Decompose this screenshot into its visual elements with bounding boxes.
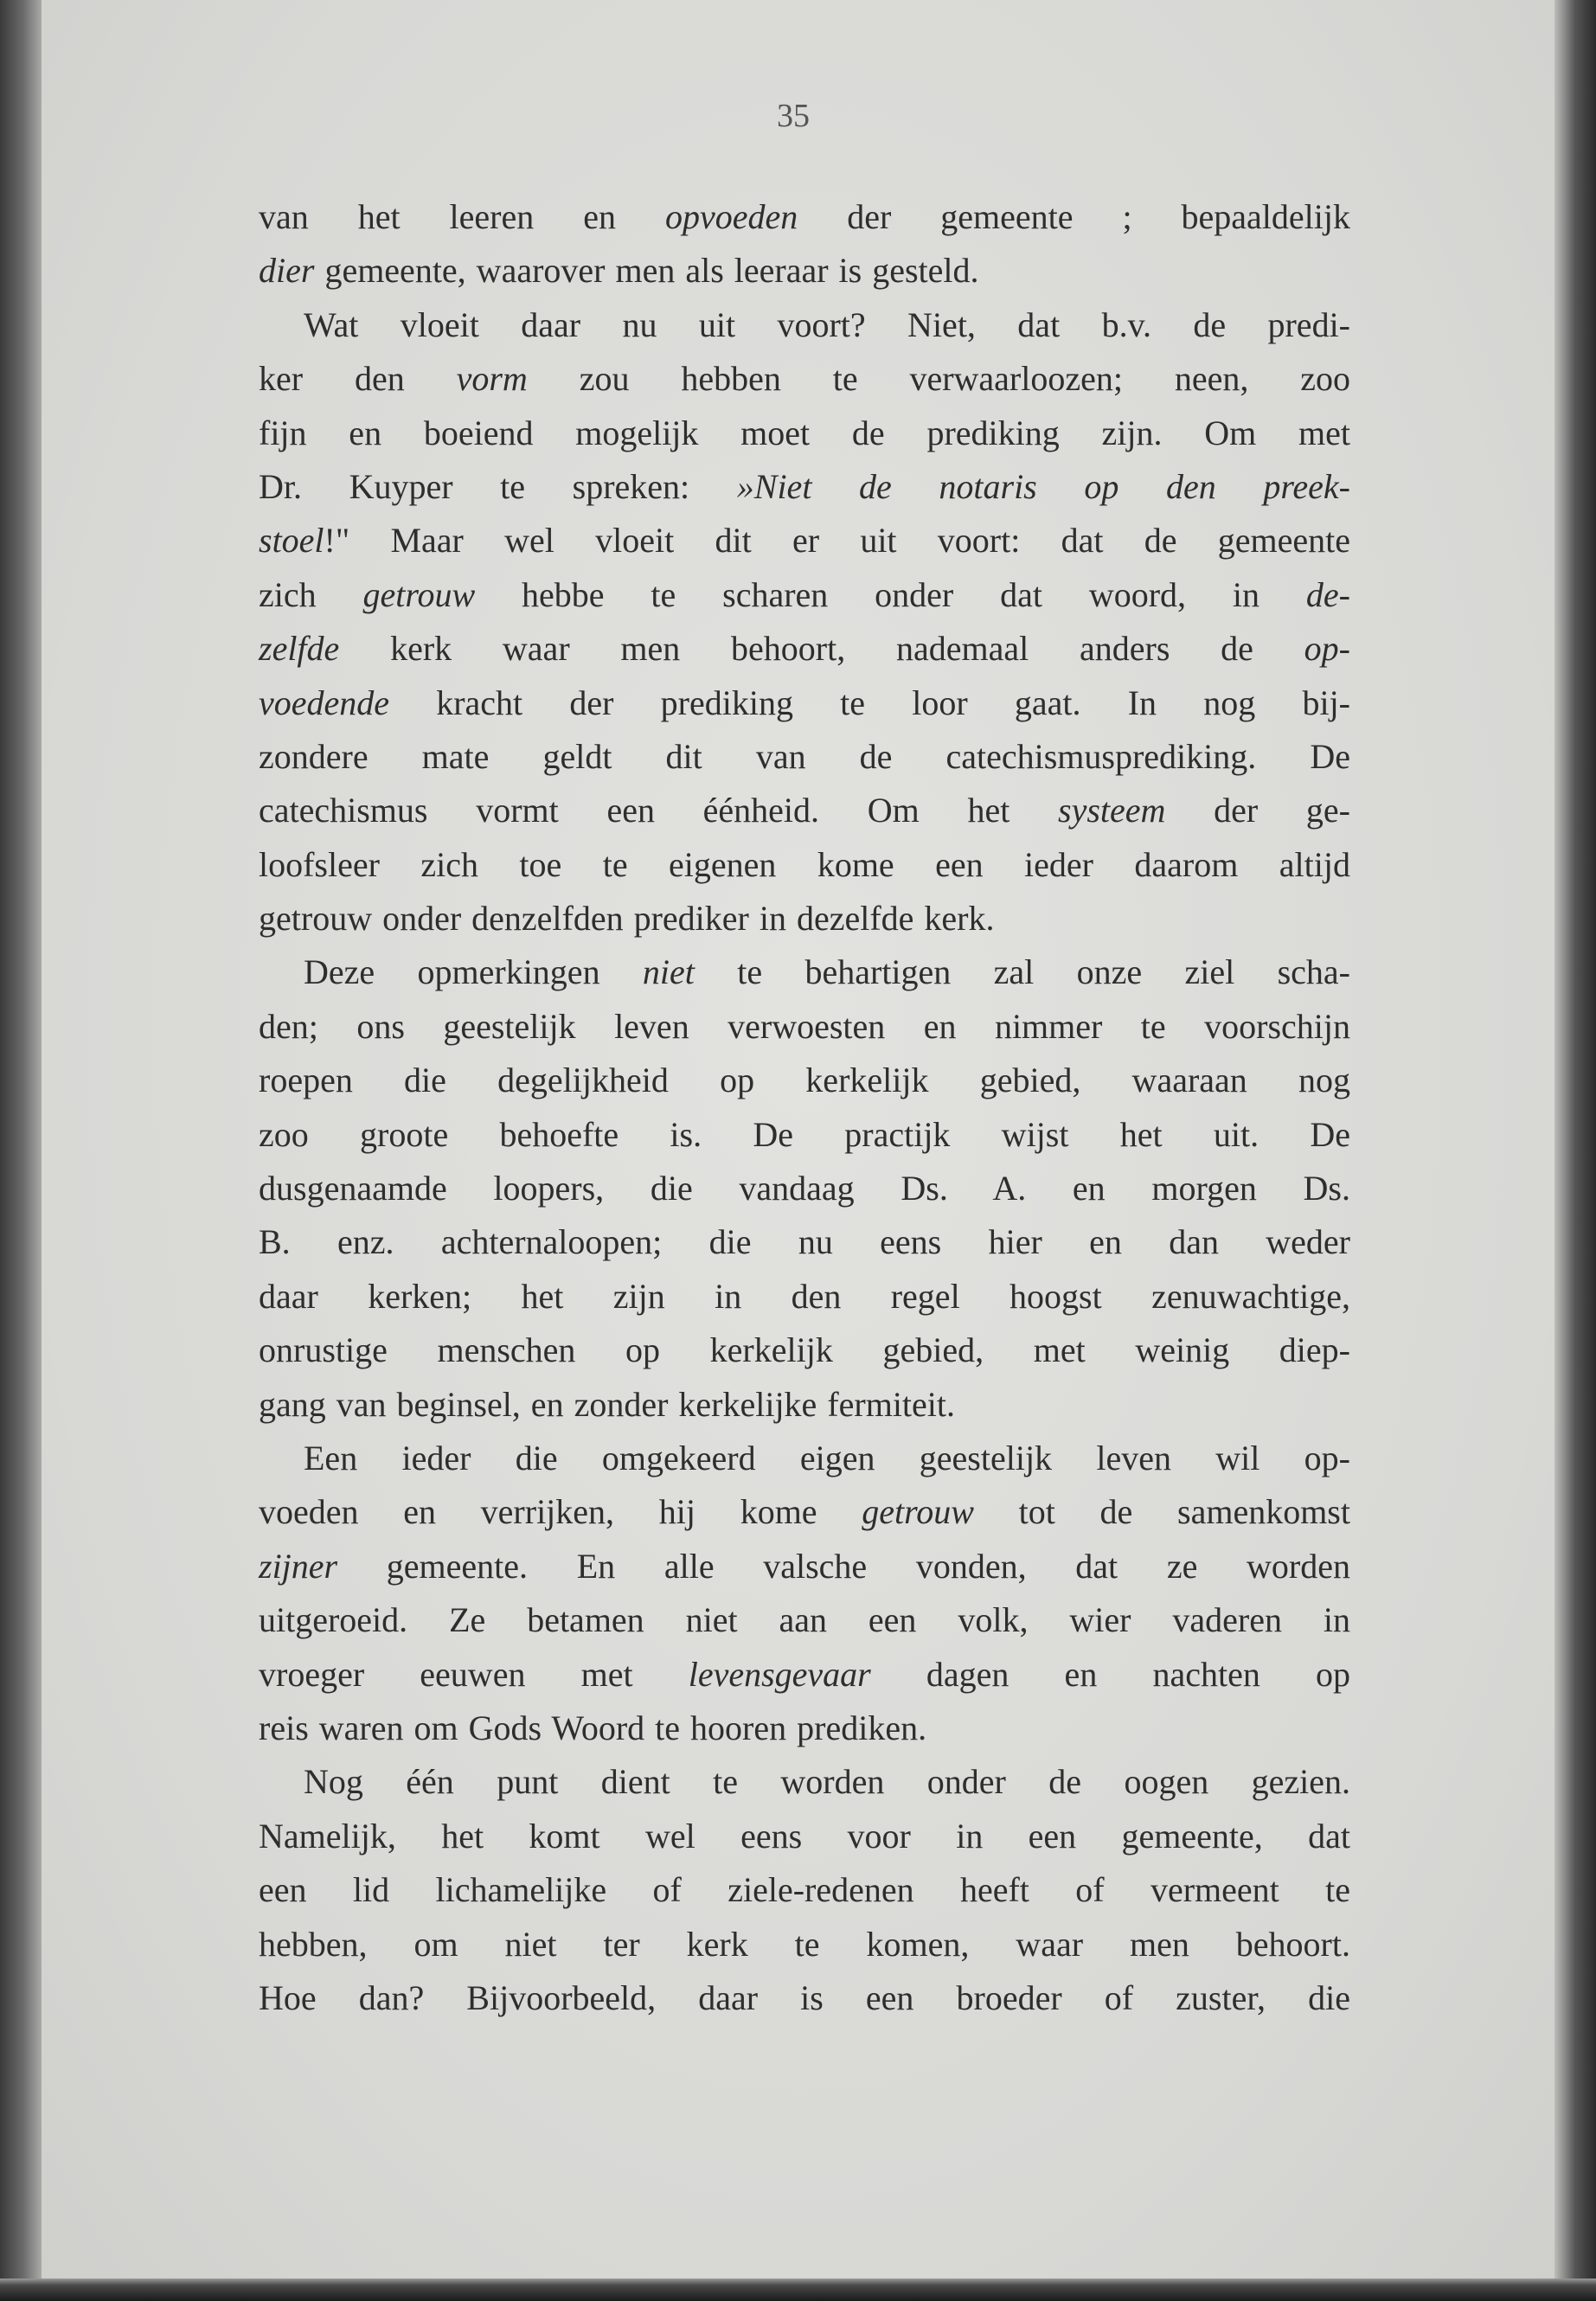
text-run: een lid lichamelijke of ziele-redenen heeft of vermeent te [259,1870,1350,1910]
italic-text: levensgevaar [688,1654,871,1694]
text-run: loofsleer zich toe te eigenen kome een ieder daarom altijd [259,844,1350,884]
text-line [259,892,1350,945]
text-run: getrouw onder denzelfden prediker in dezelfde kerk. [259,899,995,939]
text-run: gemeente. En alle valsche vonden, dat ze worden [337,1546,1350,1586]
text-run: reis waren om Gods Woord te hooren prediken. [259,1708,927,1747]
text-line [259,1485,1350,1539]
scan-left-edge [0,0,42,2301]
text-line [259,676,1350,730]
text-run: B. enz. achternaloopen; die nu eens hier en dan weder [259,1222,1350,1262]
text-run: dusgenaamde loopers, die vandaag Ds. A. en morgen Ds. [259,1169,1350,1208]
text-line [259,1162,1350,1215]
text-line [259,1918,1350,1971]
text-line [259,1810,1350,1863]
text-line [259,1270,1350,1324]
text-run: kerk waar men behoort, nademaal anders de [339,629,1304,669]
text-run: catechismus vormt een éénheid. Om het [259,791,1059,830]
text-line [259,1648,1350,1702]
body-text [259,190,1350,2025]
text-run: der gemeente ; bepaaldelijk [798,197,1350,236]
text-line [259,1432,1350,1485]
text-run: hebben, om niet ter kerk te komen, waar men behoort. [259,1924,1350,1964]
text-run: gang van beginsel, en zonder kerkelijke fermiteit. [259,1384,956,1424]
text-run: tot de samenkomst [973,1492,1350,1532]
italic-text: zelfde [259,629,340,669]
text-run: roepen die degelijkheid op kerkelijk gebied, waaraan nog [259,1061,1350,1100]
text-run: uitgeroeid. Ze betamen niet aan een volk, wier vaderen in [259,1600,1350,1640]
text-run: dagen en nachten op [870,1654,1350,1694]
italic-text: opvoeden [664,197,798,236]
italic-text: »Niet de notaris op den preek- [736,466,1350,506]
text-line [259,1324,1350,1377]
text-run: van het leeren en [259,197,665,236]
text-run: zoo groote behoefte is. De practijk wijst het uit. De [259,1114,1350,1154]
text-line [259,1108,1350,1162]
text-line [259,460,1350,514]
text-run: kracht der prediking te loor gaat. In nog bij- [389,683,1350,722]
text-run: !" Maar wel vloeit dit er uit voort: dat de gemeente [324,521,1350,561]
text-run: der ge- [1165,791,1350,830]
text-run: gemeente, waarover men als leeraar is gesteld. [314,251,979,291]
italic-text: getrouw [362,574,476,614]
text-run: ker den [259,359,457,399]
text-line [259,1755,1350,1809]
text-line [259,568,1350,622]
text-line [259,1702,1350,1755]
text-line [259,407,1350,460]
italic-text: stoel [259,521,324,561]
text-line [259,1378,1350,1432]
italic-text: op- [1304,629,1350,669]
text-run: Namelijk, het komt wel eens voor in een gemeente, dat [259,1816,1350,1856]
text-run: Wat vloeit daar nu uit voort? Niet, dat b.v. de predi- [304,304,1350,344]
italic-text: voedende [259,683,390,722]
text-line [259,784,1350,837]
text-line [259,730,1350,784]
italic-text: getrouw [862,1492,974,1532]
italic-text: vorm [456,359,528,399]
text-run: Dr. Kuyper te spreken: [259,466,737,506]
text-run: te behartigen zal onze ziel scha- [694,952,1350,992]
text-run: voeden en verrijken, hij kome [259,1492,862,1532]
text-line [259,298,1350,352]
italic-text: dier [259,251,315,291]
italic-text: systeem [1058,791,1166,830]
text-run: hebbe te scharen onder dat woord, in [475,574,1306,614]
text-line [259,1215,1350,1269]
text-run: Nog één punt dient te worden onder de oogen gezien. [304,1762,1350,1802]
text-line [259,1593,1350,1647]
text-line [259,622,1350,676]
text-line [259,1054,1350,1107]
text-line [259,1863,1350,1917]
text-run: Hoe dan? Bijvoorbeeld, daar is een broeder of zuster, die [259,1977,1350,2017]
text-run: fijn en boeiend mogelijk moet de prediking zijn. Om met [259,413,1350,452]
text-line [259,514,1350,567]
text-line [259,244,1350,298]
text-line [259,1540,1350,1593]
text-run: daar kerken; het zijn in den regel hoogst zenuwachtige, [259,1276,1350,1316]
text-run: Deze opmerkingen [304,952,643,992]
text-run: onrustige menschen op kerkelijk gebied, met weinig diep- [259,1330,1350,1370]
italic-text: niet [642,952,695,992]
text-run: zich [259,574,363,614]
italic-text: zijner [259,1546,338,1586]
page-number: 35 [777,98,810,134]
text-run: zondere mate geldt dit van de catechismusprediking. De [259,736,1350,776]
text-line [259,838,1350,892]
text-run: Een ieder die omgekeerd eigen geestelijk leven wil op- [304,1438,1350,1477]
book-page [42,0,1554,2279]
text-line [259,1971,1350,2025]
text-line [259,1000,1350,1054]
scan-right-edge [1554,0,1596,2301]
italic-text: de- [1305,574,1350,614]
text-line [259,352,1350,406]
text-line [259,945,1350,999]
text-run: zou hebben te verwaarloozen; neen, zoo [527,359,1350,399]
text-run: vroeger eeuwen met [259,1654,689,1694]
text-run: den; ons geestelijk leven verwoesten en nimmer te voorschijn [259,1006,1350,1046]
text-line [259,190,1350,244]
scan-bottom-edge [0,2279,1596,2301]
